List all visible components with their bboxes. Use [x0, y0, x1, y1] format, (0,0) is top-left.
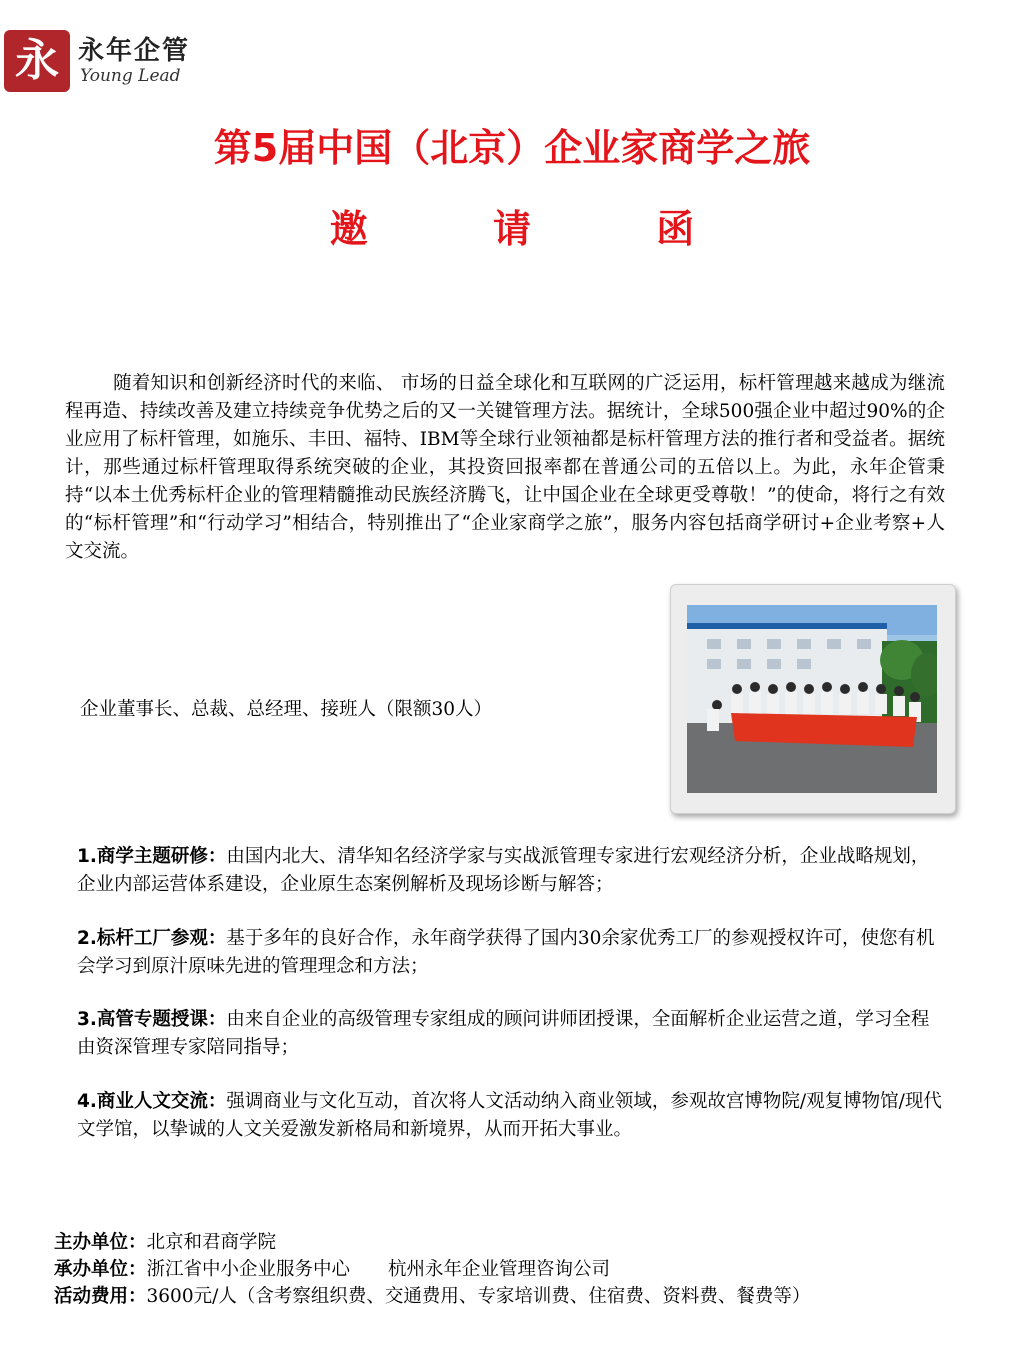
logo-mark: 永	[4, 30, 70, 92]
section-label: 1.商学主题研修：	[77, 846, 227, 867]
brand-logo	[4, 26, 194, 96]
section-cultural-exchange	[77, 1088, 945, 1144]
logo-chinese-name: 永年企管	[78, 36, 191, 66]
section-label: 4.商业人文交流：	[77, 1091, 227, 1112]
co-label: 承办单位：	[54, 1259, 147, 1280]
fee-label: 活动费用：	[54, 1286, 147, 1307]
section-text: 基于多年的良好合作，永年商学获得了国内30余家优秀工厂的参观授权许可，使您有机会学习到原汁原味先进的管理理念和方法；	[77, 928, 935, 977]
section-factory-visit	[77, 925, 945, 981]
group-photo	[687, 605, 937, 793]
fee-value: 3600元/人（含考察组织费、交通费用、专家培训费、住宿费、资料费、餐费等）	[146, 1286, 811, 1307]
co-organizer-2: 杭州永年企业管理咨询公司	[388, 1259, 611, 1280]
logo-english-name: Young Lead	[80, 66, 181, 86]
activity-fee	[54, 1284, 810, 1310]
section-label: 2.标杆工厂参观：	[77, 928, 227, 949]
intro-paragraph: 随着知识和创新经济时代的来临、 市场的日益全球化和互联网的广泛运用，标杆管理越来越成为继流程再造、持续改善及建立持续竞争优势之后的又一关键管理方法。据统计，全球500强企业中超过90%的企业应用了标杆管理，如施乐、丰田、福特、IBM等全球行业领袖都是标杆管理方法的推行者和受益者。据统计，那些通过标杆管理取得系统突破的企业，其投资回报率都在普通公司的五倍以上。为此，永年企管秉持“以本土优秀标杆企业的管理精髓推动民族经济腾飞，让中国企业在全球更受尊敬！”的使命，将行之有效的“标杆管理”和“行动学习”相结合，特别推出了“企业家商学之旅”，服务内容包括商学研讨+企业考察+人文交流。	[65, 373, 945, 562]
section-text: 由来自企业的高级管理专家组成的顾问讲师团授课，全面解析企业运营之道，学习全程由资深管理专家陪同指导；	[77, 1009, 930, 1058]
co-organizer	[54, 1257, 610, 1283]
section-text: 强调商业与文化互动，首次将人文活动纳入商业领域，参观故宫博物院/观复博物馆/现代文学馆，以挚诚的人文关爱激发新格局和新境界，从而开拓大事业。	[77, 1091, 942, 1140]
photo-frame	[670, 584, 956, 814]
host-name: 北京和君商学院	[146, 1232, 277, 1253]
co-organizer-1: 浙江省中小企业服务中心	[146, 1259, 351, 1280]
page-title: 第5届中国（北京）企业家商学之旅	[213, 126, 811, 170]
host-label: 主办单位：	[54, 1232, 147, 1253]
invitation-heading: 邀 请 函	[329, 207, 751, 251]
section-text: 由国内北大、清华知名经济学家与实战派管理专家进行宏观经济分析，企业战略规划，企业内部运营体系建设，企业原生态案例解析及现场诊断与解答；	[77, 846, 930, 895]
section-label: 3.高管专题授课：	[77, 1009, 227, 1030]
section-executive-lecture	[77, 1006, 945, 1062]
host-organizer	[54, 1230, 276, 1256]
section-business-seminar	[77, 843, 945, 899]
target-audience: 企业董事长、总裁、总经理、接班人（限额30人）	[80, 699, 493, 720]
